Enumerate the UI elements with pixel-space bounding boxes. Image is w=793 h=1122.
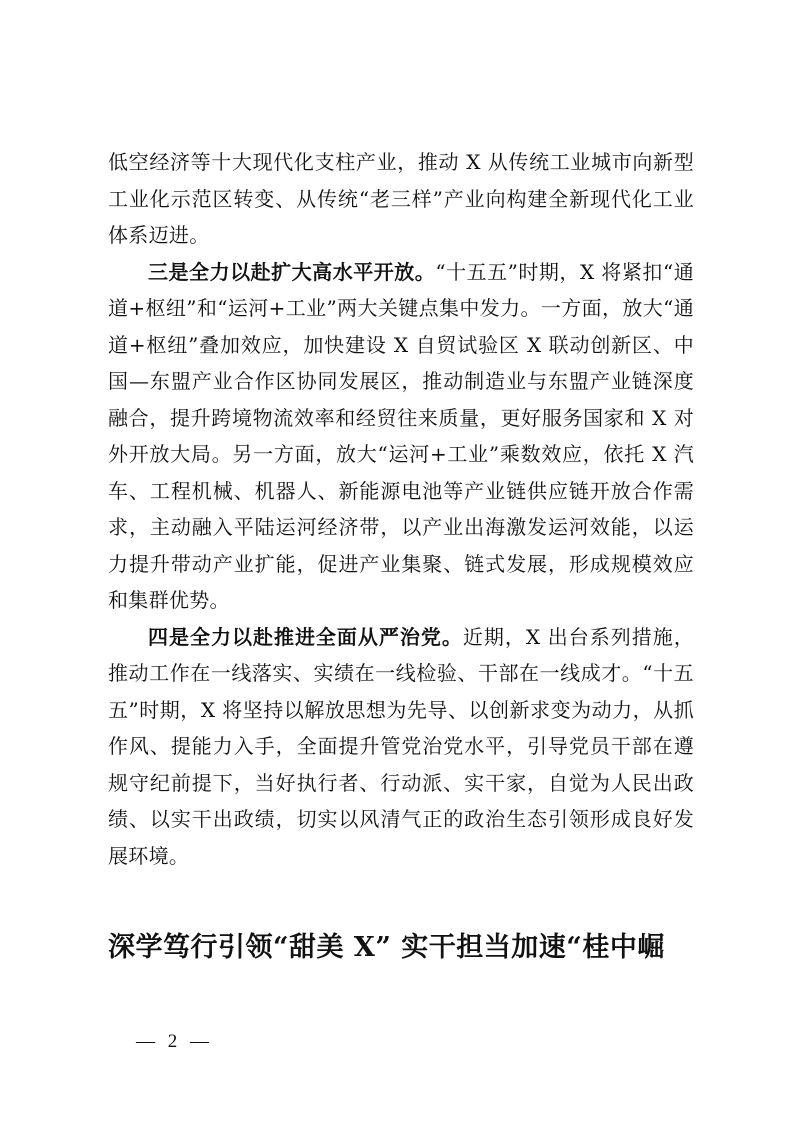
page-number: — 2 — (136, 1031, 213, 1052)
paragraph-party-governance (108, 619, 694, 875)
paragraph-continuation (108, 144, 694, 254)
paragraph-lead: 四是全力以赴推进全面从严治党。 (148, 624, 463, 649)
paragraph-lead: 三是全力以赴扩大高水平开放。 (148, 259, 436, 284)
paragraph-text: “十五五”时期，X 将紧扣“通道+枢纽”和“运河+工业”两大关键点集中发力。一方面，放大“通道+枢纽”叠加效应，加快建设 X 自贸试验区 X 联动创新区、中国—东盟产业合作区协同发展区，推动制造业与东盟产业链深度融合，提升跨境物流效率和经贸往来质量，更好服务国家和 X 对外开放大局。另一方面，放大“运河+工业”乘数效应，依托 X 汽车、工程机械、机器人、新能源电池等产业链供应链开放合作需求，主动融入平陆运河经济带，以产业出海激发运河效能，以运力提升带动产业扩能，促进产业集聚、链式发展，形成规模效应和集群优势。 (108, 259, 694, 612)
paragraph-text: 近期，X 出台系列措施，推动工作在一线落实、实绩在一线检验、干部在一线成才。“十五五”时期，X 将坚持以解放思想为先导、以创新求变为动力，从抓作风、提能力入手，全面提升管党治党水平，引导党员干部在遵规守纪前提下，当好执行者、行动派、实干家，自觉为人民出政绩、以实干出政绩，切实以风清气正的政治生态引领形成良好发展环境。 (108, 624, 695, 868)
body-text (108, 144, 694, 874)
section-heading: 深学笃行引领“甜美 X” 实干担当加速“桂中崛 (108, 932, 665, 963)
paragraph-text: 低空经济等十大现代化支柱产业，推动 X 从传统工业城市向新型工业化示范区转变、从传统“老三样”产业向构建全新现代化工业体系迈进。 (108, 150, 694, 247)
paragraph-opening-up (108, 254, 694, 619)
